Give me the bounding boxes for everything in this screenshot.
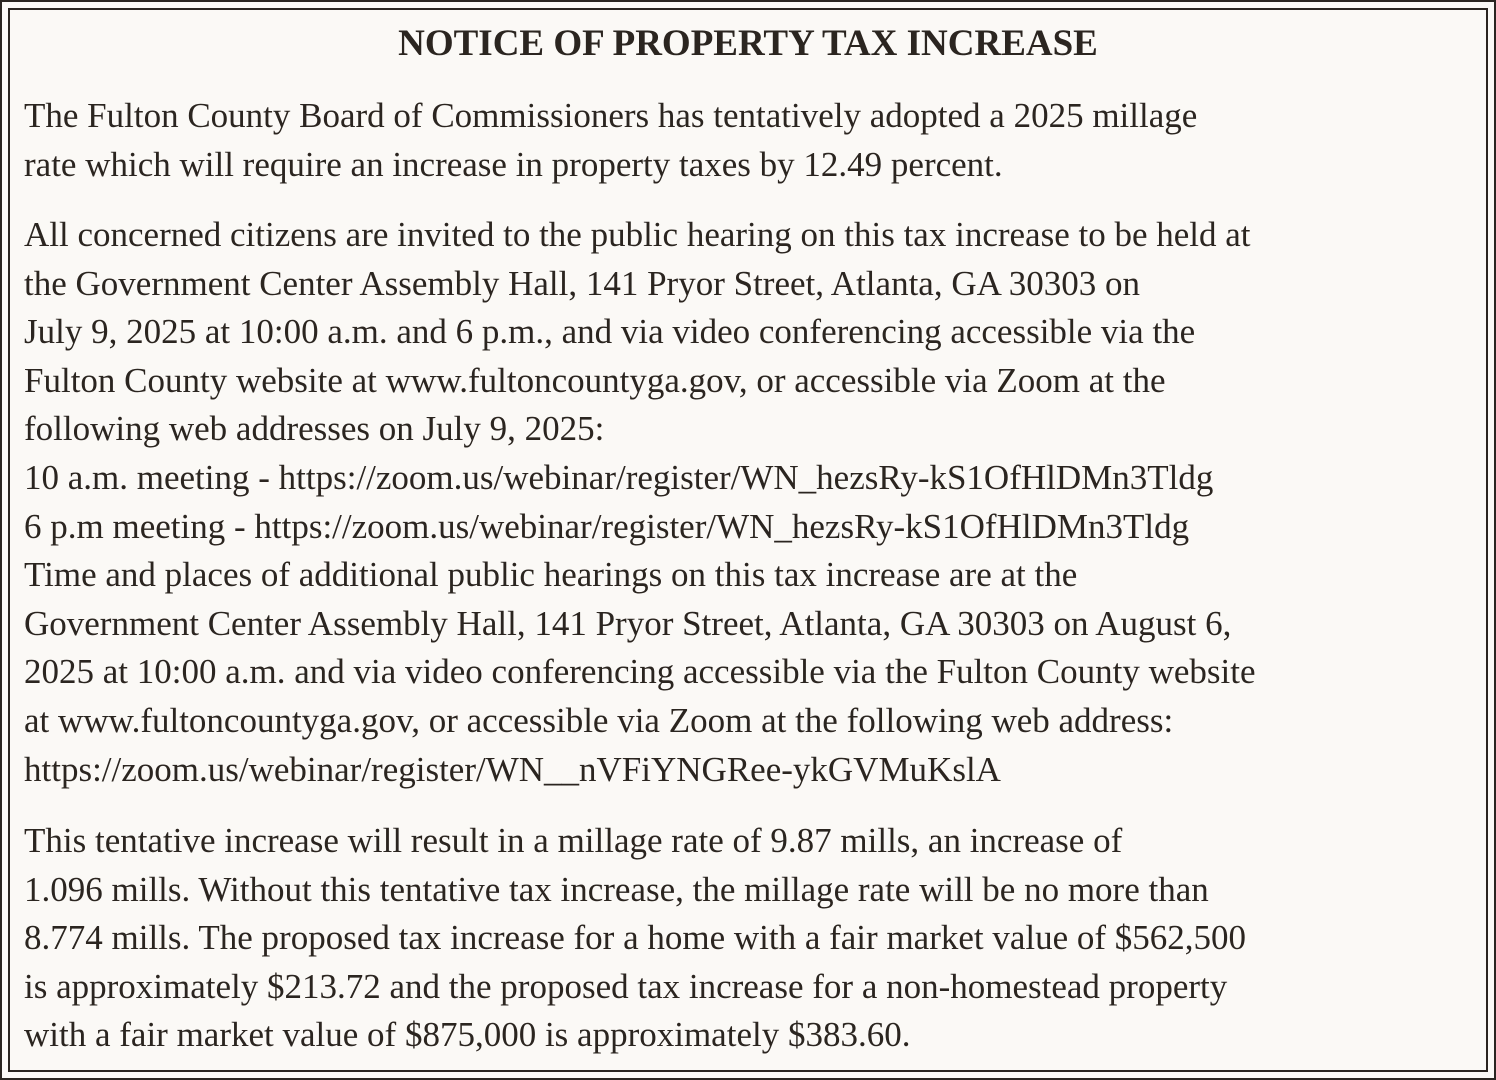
meeting-link-10am: 10 a.m. meeting - https://zoom.us/webinar/register/WN_hezsRy-kS1OfHlDMn3Tldg [24, 457, 1214, 497]
hearing-line: following web addresses on July 9, 2025: [24, 409, 605, 449]
hearing-line: Fulton County website at www.fultoncountyga.gov, or accessible via Zoom at the [24, 360, 1166, 400]
hearing-line: Time and places of additional public hearings on this tax increase are at the [24, 555, 1078, 595]
millage-line: is approximately $213.72 and the proposed tax increase for a non-homestead property [24, 966, 1228, 1006]
meeting-link-6pm: 6 p.m meeting - https://zoom.us/webinar/register/WN_hezsRy-kS1OfHlDMn3Tldg [24, 506, 1190, 546]
intro-line: rate which will require an increase in property taxes by 12.49 percent. [24, 144, 1003, 184]
millage-line: 8.774 mills. The proposed tax increase for a home with a fair market value of $562,500 [24, 918, 1247, 958]
meeting-link-august: https://zoom.us/webinar/register/WN__nVFiYNGRee-ykGVMuKslA [24, 749, 1001, 789]
millage-line: This tentative increase will result in a millage rate of 9.87 mills, an increase of [24, 821, 1123, 860]
notice-title: NOTICE OF PROPERTY TAX INCREASE [398, 23, 1098, 64]
hearing-line: All concerned citizens are invited to the public hearing on this tax increase to be held at [24, 215, 1251, 254]
millage-line: with a fair market value of $875,000 is approximately $383.60. [24, 1015, 911, 1055]
hearing-line: 2025 at 10:00 a.m. and via video conferencing accessible via the Fulton County website [24, 652, 1256, 692]
hearing-paragraph [24, 211, 1484, 794]
intro-line: The Fulton County Board of Commissioners has tentatively adopted a 2025 millage [24, 96, 1198, 135]
hearing-line: the Government Center Assembly Hall, 141 Pryor Street, Atlanta, GA 30303 on [24, 263, 1140, 303]
hearing-line: July 9, 2025 at 10:00 a.m. and 6 p.m., and via video conferencing accessible via the [24, 312, 1196, 352]
hearing-line: Government Center Assembly Hall, 141 Pryor Street, Atlanta, GA 30303 on August 6, [24, 603, 1232, 643]
millage-line: 1.096 mills. Without this tentative tax increase, the millage rate will be no more than [24, 869, 1209, 909]
millage-paragraph [24, 817, 1484, 1060]
hearing-line: at www.fultoncountyga.gov, or accessible via Zoom at the following web address: [24, 700, 1174, 740]
intro-paragraph [24, 92, 1484, 189]
